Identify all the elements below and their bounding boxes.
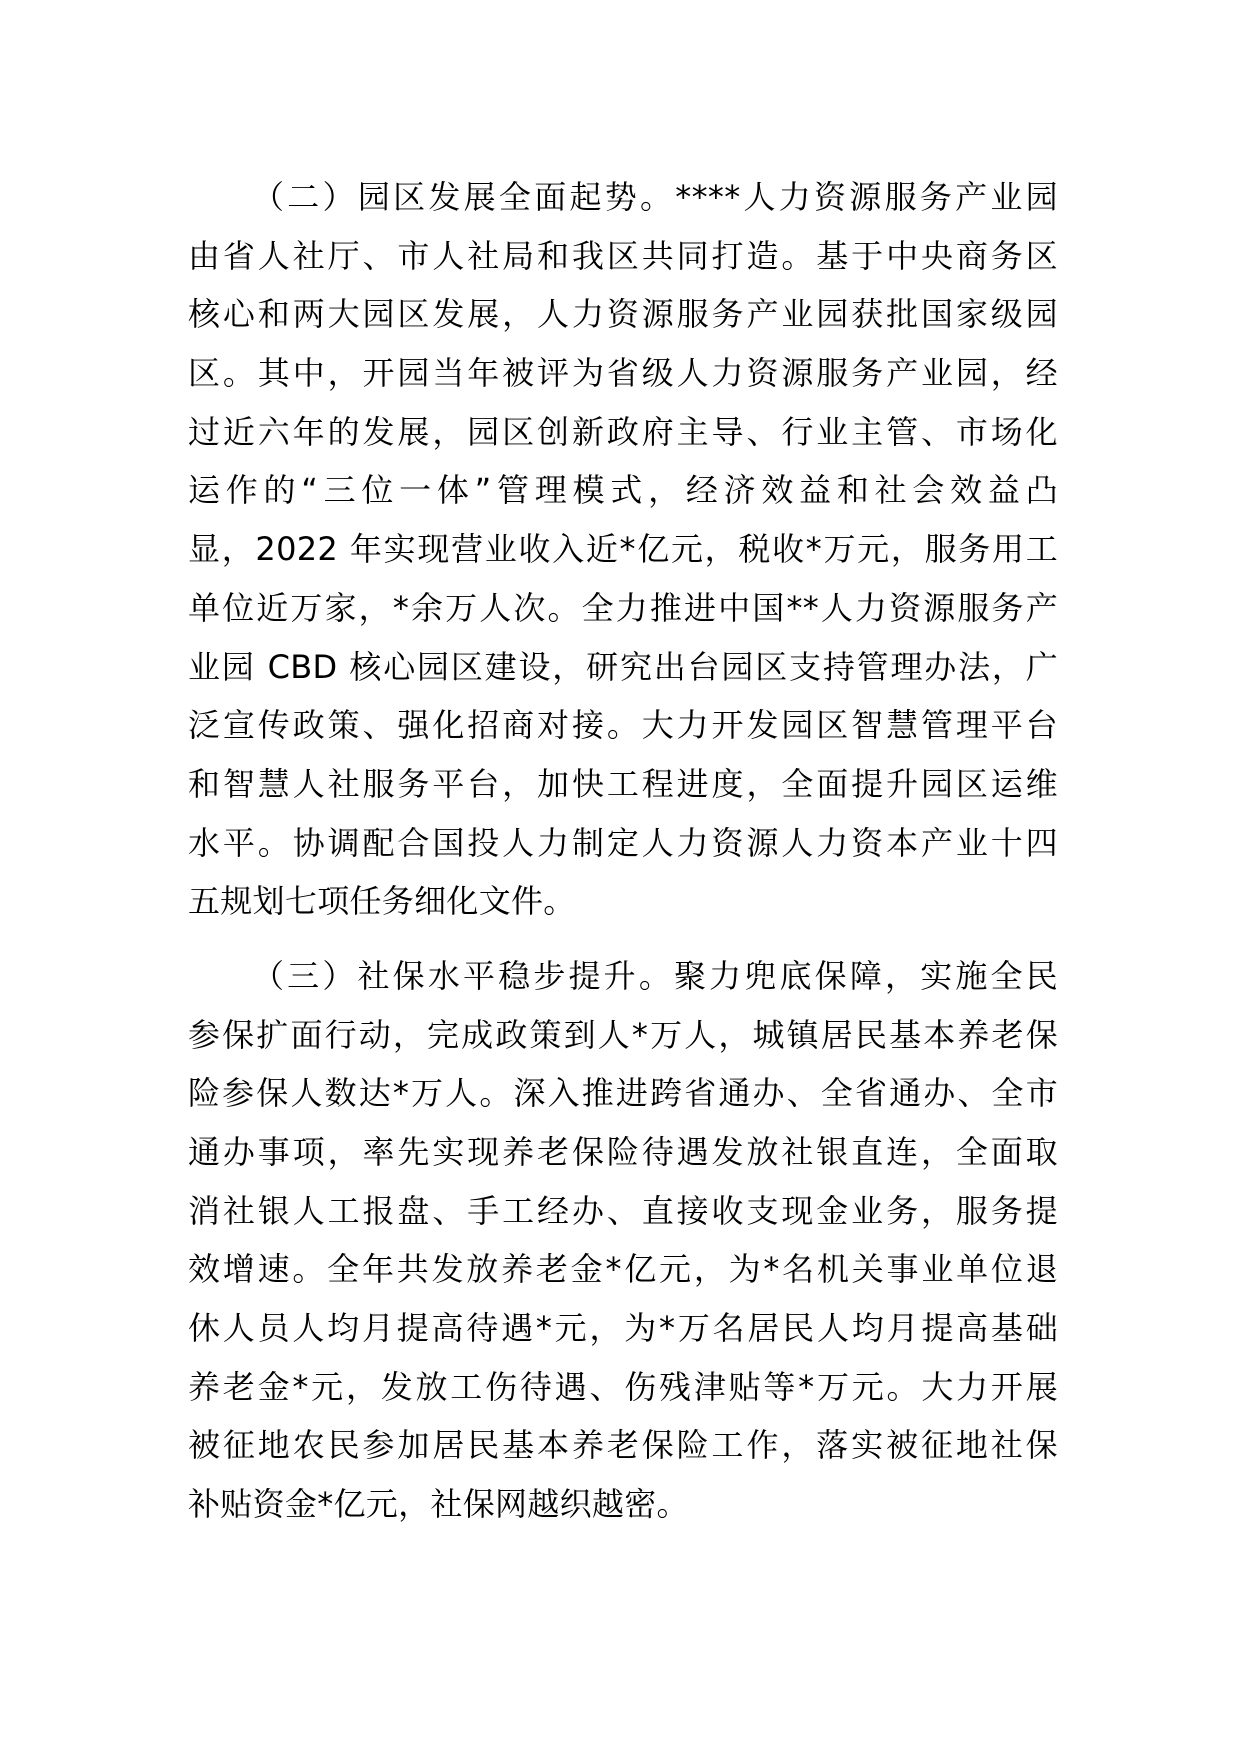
- text-line: 业园 CBD 核心园区建设，研究出台园区支持管理办法，广: [188, 647, 1058, 686]
- text-line: 水平。协调配合国投人力制定人力资源人力资本产业十四: [188, 823, 1058, 862]
- paragraph-park-development: [188, 168, 1058, 931]
- text-line: 运作的“三位一体”管理模式，经济效益和社会效益凸: [188, 471, 1058, 510]
- text-line: 养老金*元，发放工伤待遇、伤残津贴等*万元。大力开展: [188, 1367, 1058, 1406]
- text-line: 通办事项，率先实现养老保险待遇发放社银直连，全面取: [188, 1133, 1058, 1171]
- text-line: 效增速。全年共发放养老金*亿元，为*名机关事业单位退: [188, 1250, 1058, 1289]
- text-line: 核心和两大园区发展，人力资源服务产业园获批国家级园: [188, 295, 1058, 334]
- text-line: 消社银人工报盘、手工经办、直接收支现金业务，服务提: [188, 1191, 1058, 1230]
- text-line: 由省人社厅、市人社局和我区共同打造。基于中央商务区: [188, 236, 1058, 275]
- text-line: 参保扩面行动，完成政策到人*万人，城镇居民基本养老保: [188, 1015, 1058, 1054]
- document-body: [188, 168, 1058, 1534]
- text-line: 和智慧人社服务平台，加快工程进度，全面提升园区运维: [188, 764, 1058, 803]
- text-line: 显，2022 年实现营业收入近*亿元，税收*万元，服务用工: [188, 530, 1058, 569]
- text-line: 泛宣传政策、强化招商对接。大力开发园区智慧管理平台: [188, 706, 1058, 745]
- text-line: 过近六年的发展，园区创新政府主导、行业主管、市场化: [188, 412, 1058, 451]
- text-line: 区。其中，开园当年被评为省级人力资源服务产业园，经: [188, 354, 1058, 393]
- text-line: 险参保人数达*万人。深入推进跨省通办、全省通办、全市: [188, 1074, 1058, 1113]
- text-line: 补贴资金*亿元，社保网越织越密。: [188, 1485, 689, 1524]
- paragraph-social-security: [188, 947, 1058, 1534]
- text-line: 被征地农民参加居民基本养老保险工作，落实被征地社保: [188, 1426, 1058, 1465]
- text-line: （二）园区发展全面起势。****人力资源服务产业园: [252, 178, 1058, 216]
- text-line: 单位近万家，*余万人次。全力推进中国**人力资源服务产: [188, 588, 1058, 627]
- text-line: （三）社保水平稳步提升。聚力兜底保障，实施全民: [252, 956, 1058, 995]
- text-line: 五规划七项任务细化文件。: [188, 882, 576, 921]
- text-line: 休人员人均月提高待遇*元，为*万名居民人均月提高基础: [188, 1309, 1058, 1348]
